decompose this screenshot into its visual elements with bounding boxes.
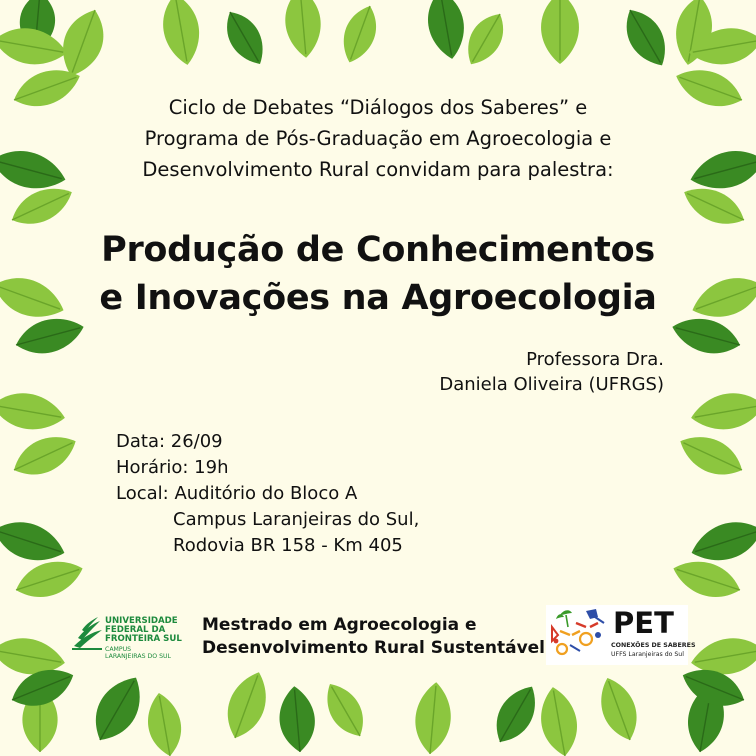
uffs-name-line-1: UNIVERSIDADE — [105, 616, 178, 626]
uffs-logo — [72, 614, 192, 664]
intro-line-1: Ciclo de Debates “Diálogos dos Saberes” e — [168, 96, 588, 119]
leaf-icon — [412, 681, 453, 756]
leaf-icon — [616, 2, 676, 74]
lecture-title — [40, 226, 716, 322]
leaf-icon — [686, 513, 756, 569]
uffs-campus-line-2: LARANJEIRAS DO SUL — [105, 653, 171, 660]
leaf-icon — [592, 672, 645, 745]
leaf-icon — [536, 684, 583, 756]
leaf-icon — [0, 388, 68, 436]
title-line-2: e Inovações na Agroecologia — [99, 278, 657, 318]
event-info — [116, 429, 419, 559]
leaf-icon — [143, 690, 186, 756]
intro-line-3: Desenvolvimento Rural convidam para palestra: — [142, 158, 614, 181]
uffs-emblem-icon — [72, 616, 104, 652]
uffs-campus-line-1: CAMPUS — [105, 646, 132, 653]
uffs-name — [105, 617, 182, 644]
leaf-icon — [0, 23, 70, 71]
leaf-icon — [53, 4, 113, 83]
leaf-icon — [423, 0, 470, 62]
pet-subtitle: CONEXÕES DE SABERES — [611, 642, 696, 649]
leaf-icon — [217, 5, 273, 72]
leaf-icon — [486, 678, 546, 750]
speaker-line-1: Professora Dra. — [526, 349, 664, 370]
program-name-line-1: Mestrado em Agroecologia e — [202, 615, 477, 635]
leaf-icon — [674, 427, 749, 485]
leaf-icon — [668, 553, 745, 606]
leaf-icon — [11, 553, 88, 606]
leaf-icon — [317, 677, 373, 744]
pet-word: PET — [613, 606, 674, 640]
event-date: Data: 26/09 — [116, 431, 223, 452]
leaf-icon — [158, 0, 205, 68]
event-place-line-3: Rodovia BR 158 - Km 405 — [173, 535, 403, 556]
event-place-line-2: Campus Laranjeiras do Sul, — [173, 509, 420, 530]
leaf-icon — [84, 668, 153, 749]
leaf-icon — [458, 7, 513, 72]
leaf-icon — [335, 1, 384, 68]
leaf-icon — [282, 0, 323, 59]
leaf-icon — [688, 388, 756, 436]
program-name — [202, 614, 545, 660]
speaker — [439, 347, 664, 397]
event-time: Horário: 19h — [116, 457, 229, 478]
pet-emblem-icon — [546, 605, 610, 665]
leaf-icon — [686, 143, 756, 197]
uffs-name-line-2: FEDERAL DA — [105, 625, 166, 635]
leaf-icon — [7, 427, 82, 485]
title-line-1: Produção de Conhecimentos — [101, 230, 655, 270]
leaf-icon — [218, 666, 275, 744]
event-place: Local: Auditório do Bloco A — [116, 483, 358, 504]
pet-logo — [546, 605, 696, 665]
intro-text — [60, 92, 696, 185]
leaf-icon — [541, 0, 579, 64]
speaker-line-2: Daniela Oliveira (UFRGS) — [439, 374, 664, 395]
uffs-campus — [105, 646, 171, 660]
leaf-icon — [0, 513, 70, 569]
uffs-name-line-3: FRONTEIRA SUL — [105, 634, 182, 644]
pet-campus: UFFS Laranjeiras do Sul — [611, 651, 684, 658]
leaf-icon — [277, 685, 318, 754]
program-name-line-2: Desenvolvimento Rural Sustentável — [202, 638, 546, 658]
intro-line-2: Programa de Pós-Graduação em Agroecologia e — [144, 127, 612, 150]
